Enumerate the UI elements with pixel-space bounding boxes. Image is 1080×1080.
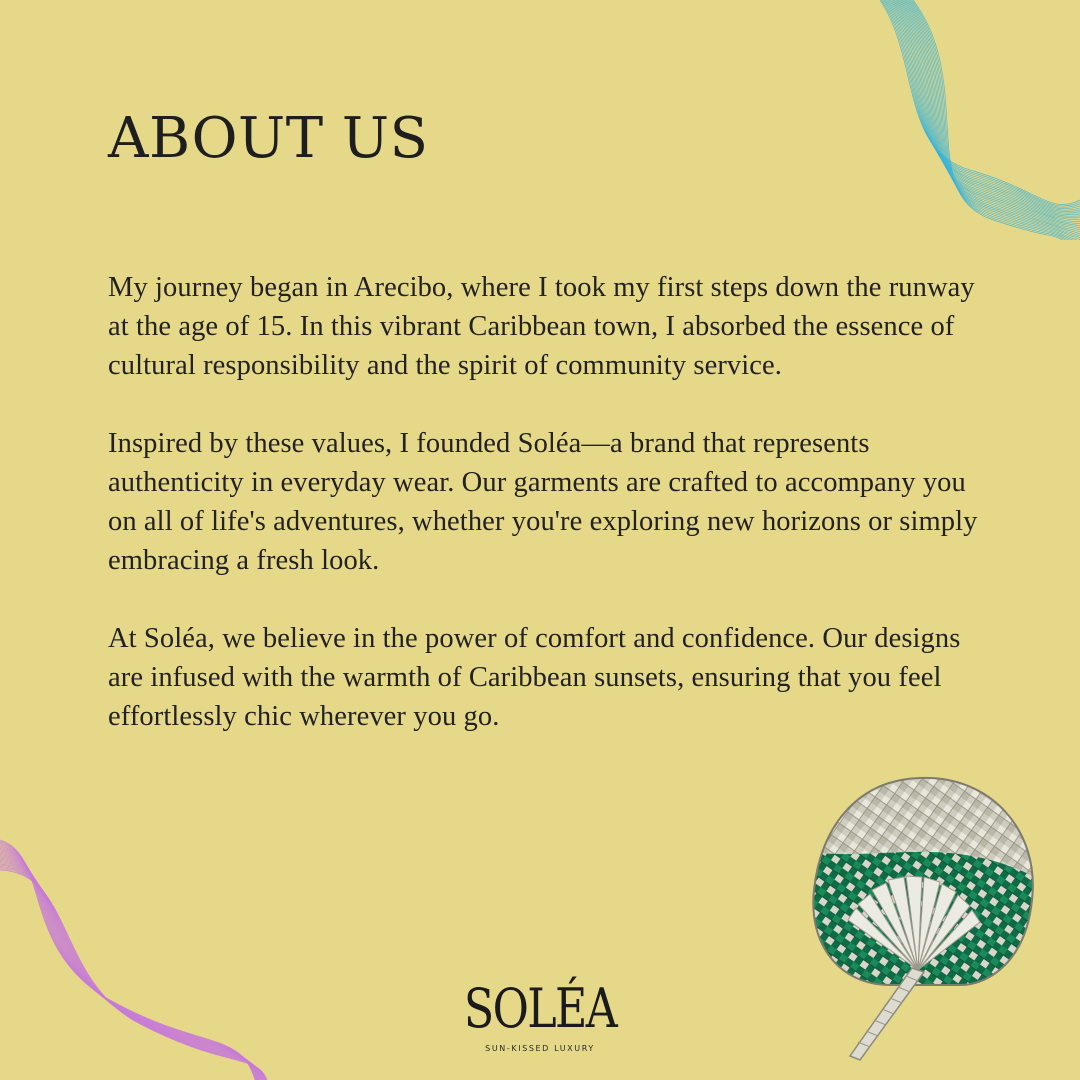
paragraph-journey: My journey began in Arecibo, where I took my first steps down the runway at the age of 15. In this vibrant Caribbean town, I absorbed the essence of cultural responsibility and the spirit of community service. (108, 272, 975, 381)
brand-wordmark: SOLÉA (463, 977, 617, 1040)
woven-fan-image (800, 770, 1040, 1070)
paragraph-founding: Inspired by these values, I founded Soléa—a brand that represents authenticity in everyday wear. Our garments are crafted to accompany you on all of life's adventures, whether you're exploring new horizons or simply embracing a fresh look. (108, 428, 978, 576)
paragraph-belief: At Soléa, we believe in the power of comfort and confidence. Our designs are infused with the warmth of Caribbean sunsets, ensuring that you feel effortlessly chic wherever you go. (108, 623, 961, 732)
about-text (108, 268, 988, 775)
blue-wave-decoration (860, 0, 1080, 240)
brand-logo (440, 978, 640, 1053)
page-title: ABOUT US (108, 106, 429, 171)
purple-wave-decoration (0, 830, 280, 1080)
brand-tagline: SUN-KISSED LUXURY (485, 1044, 595, 1053)
